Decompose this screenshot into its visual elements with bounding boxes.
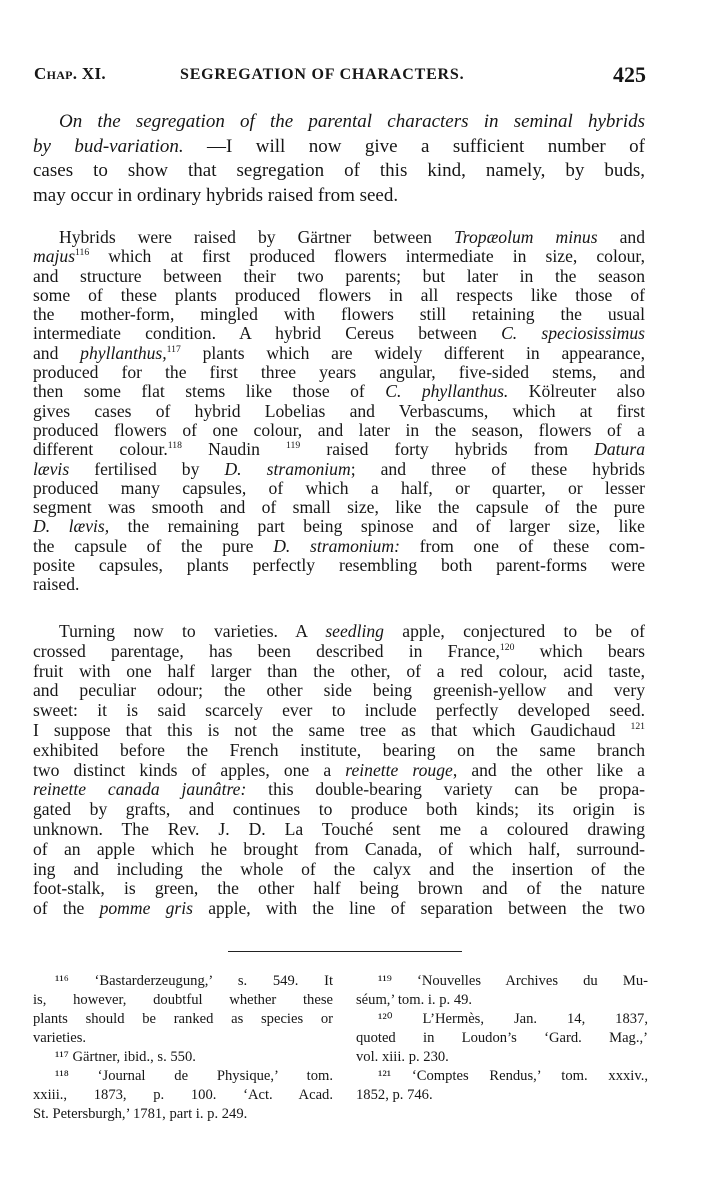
text-line: of the pomme gris apple, with the line of separation between the two <box>33 898 645 919</box>
text-line: may occur in ordinary hybrids raised from seed. <box>33 184 399 206</box>
page-number: 425 <box>613 62 646 87</box>
footnote-line: ¹¹⁸ ‘Journal de Physique,’ tom. <box>55 1068 333 1084</box>
footnote-line: is, however, doubtful whether these <box>33 992 333 1008</box>
footnote-line: ¹¹⁶ ‘Bastarderzeugung,’ s. 549. It <box>55 973 333 989</box>
text-line: different colour.$^{118}$ Naudin $^{119}$ raised forty hybrids from Datura <box>33 439 645 460</box>
text-line: intermediate condition. A hybrid Cereus between C. speciosissimus <box>33 323 645 344</box>
footnote-line: vol. xiii. p. 230. <box>356 1049 449 1065</box>
text-line: D. lævis, the remaining part being spinose and of larger size, like <box>33 516 645 537</box>
footnote-line: quoted in Loudon’s ‘Gard. Mag.,’ <box>356 1030 648 1046</box>
text-line: produced for the first three years angular, five-sided stems, and <box>33 362 645 383</box>
text-line: On the segregation of the parental characters in seminal hybrids <box>59 111 645 132</box>
text-line: and peculiar odour; the other side being greenish-yellow and very <box>33 680 645 701</box>
text-line: exhibited before the French institute, bearing on the same branch <box>33 739 645 760</box>
footnotes-right-column <box>356 972 648 1105</box>
text-line: crossed parentage, has been described in France,$^{120}$ which bears <box>33 640 646 661</box>
text-line: the mother-form, mingled with flowers still retaining the usual <box>33 304 645 325</box>
text-line: fruit with one half larger than the other, of a red colour, acid taste, <box>33 660 645 681</box>
text-line: Turning now to varieties. A seedling apple, conjectured to be of <box>59 621 645 641</box>
intro-paragraph <box>33 110 645 208</box>
footnote-line: varieties. <box>33 1030 87 1046</box>
footnote-line: 1852, p. 746. <box>356 1087 433 1103</box>
running-title: SEGREGATION OF CHARACTERS. <box>180 66 465 83</box>
text-line: two distinct kinds of apples, one a reinette rouge, and the other like a <box>33 759 645 780</box>
text-line: of an apple which he brought from Canada, of which half, surround- <box>33 838 645 859</box>
text-line: raised. <box>33 574 80 595</box>
text-line: ing and including the whole of the calyx and the insertion of the <box>33 858 645 879</box>
text-line: posite capsules, plants perfectly resembling both parent-forms were <box>33 555 645 576</box>
footnote-divider <box>228 951 462 952</box>
footnote-line: ¹¹⁹ ‘Nouvelles Archives du Mu- <box>378 973 648 989</box>
footnote <box>33 972 333 1048</box>
text-line: by bud-variation. —I will now give a sufficient number of <box>33 135 645 157</box>
footnote <box>356 1067 648 1105</box>
text-line: produced flowers of one colour, and later in the season, flowers of a <box>33 419 645 440</box>
text-line: produced many capsules, of which a half, or quarter, or lesser <box>33 477 645 498</box>
text-line: and phyllanthus,$^{117}$ plants which are widely different in appearance, <box>33 342 645 363</box>
footnote-line: xxiii., 1873, p. 100. ‘Act. Acad. <box>33 1087 333 1103</box>
text-line: the capsule of the pure D. stramonium: from one of these com- <box>33 535 645 556</box>
text-line: unknown. The Rev. J. D. La Touché sent me a coloured drawing <box>33 818 645 839</box>
footnote <box>356 1010 648 1067</box>
footnote-line: St. Petersburgh,’ 1781, part i. p. 249. <box>33 1106 248 1122</box>
text-line: sweet: it is said scarcely ever to include perfectly developed seed. <box>33 700 645 721</box>
footnote <box>33 1048 333 1067</box>
text-line: gives cases of hybrid Lobelias and Verbascums, which at first <box>33 400 645 421</box>
text-line: reinette canada jaunâtre: this double-bearing variety can be propa- <box>33 779 645 800</box>
footnote-line: ¹²⁰ L’Hermès, Jan. 14, 1837, <box>378 1011 648 1027</box>
text-line: majus$^{116}$ which at first produced flowers intermediate in size, colour, <box>33 246 645 267</box>
footnote-line: plants should be ranked as species or <box>33 1011 333 1027</box>
text-line: I suppose that this is not the same tree as that which Gaudichaud $^{121}$ <box>33 719 645 740</box>
footnote <box>33 1067 333 1124</box>
text-line: Hybrids were raised by Gärtner between Tropæolum minus and <box>59 227 645 247</box>
footnotes-left-column <box>33 972 333 1124</box>
text-line: lævis fertilised by D. stramonium; and three of these hybrids <box>33 458 645 479</box>
text-line: and structure between their two parents; but later in the season <box>33 265 645 286</box>
text-line: some of these plants produced flowers in all respects like those of <box>33 284 645 305</box>
footnote-line: séum,’ tom. i. p. 49. <box>356 992 473 1008</box>
text-line: then some flat stems like those of C. phyllanthus. Kölreuter also <box>33 381 645 402</box>
text-line: segment was smooth and of small size, like the capsule of the pure <box>33 497 645 518</box>
text-line: gated by grafts, and continues to produce both kinds; its origin is <box>33 799 645 820</box>
paragraph-hybrids <box>33 228 645 595</box>
running-head <box>34 62 646 90</box>
footnote <box>356 972 648 1010</box>
footnote-line: ¹¹⁷ Gärtner, ibid., s. 550. <box>55 1049 196 1065</box>
paragraph-varieties <box>33 622 645 919</box>
footnote-line: ¹²¹ ‘Comptes Rendus,’ tom. xxxiv., <box>378 1068 648 1084</box>
text-line: cases to show that segregation of this kind, namely, by buds, <box>33 160 645 181</box>
chapter-label: Chap. XI. <box>34 64 106 83</box>
text-line: foot-stalk, is green, the other half being brown and of the nature <box>33 878 645 899</box>
